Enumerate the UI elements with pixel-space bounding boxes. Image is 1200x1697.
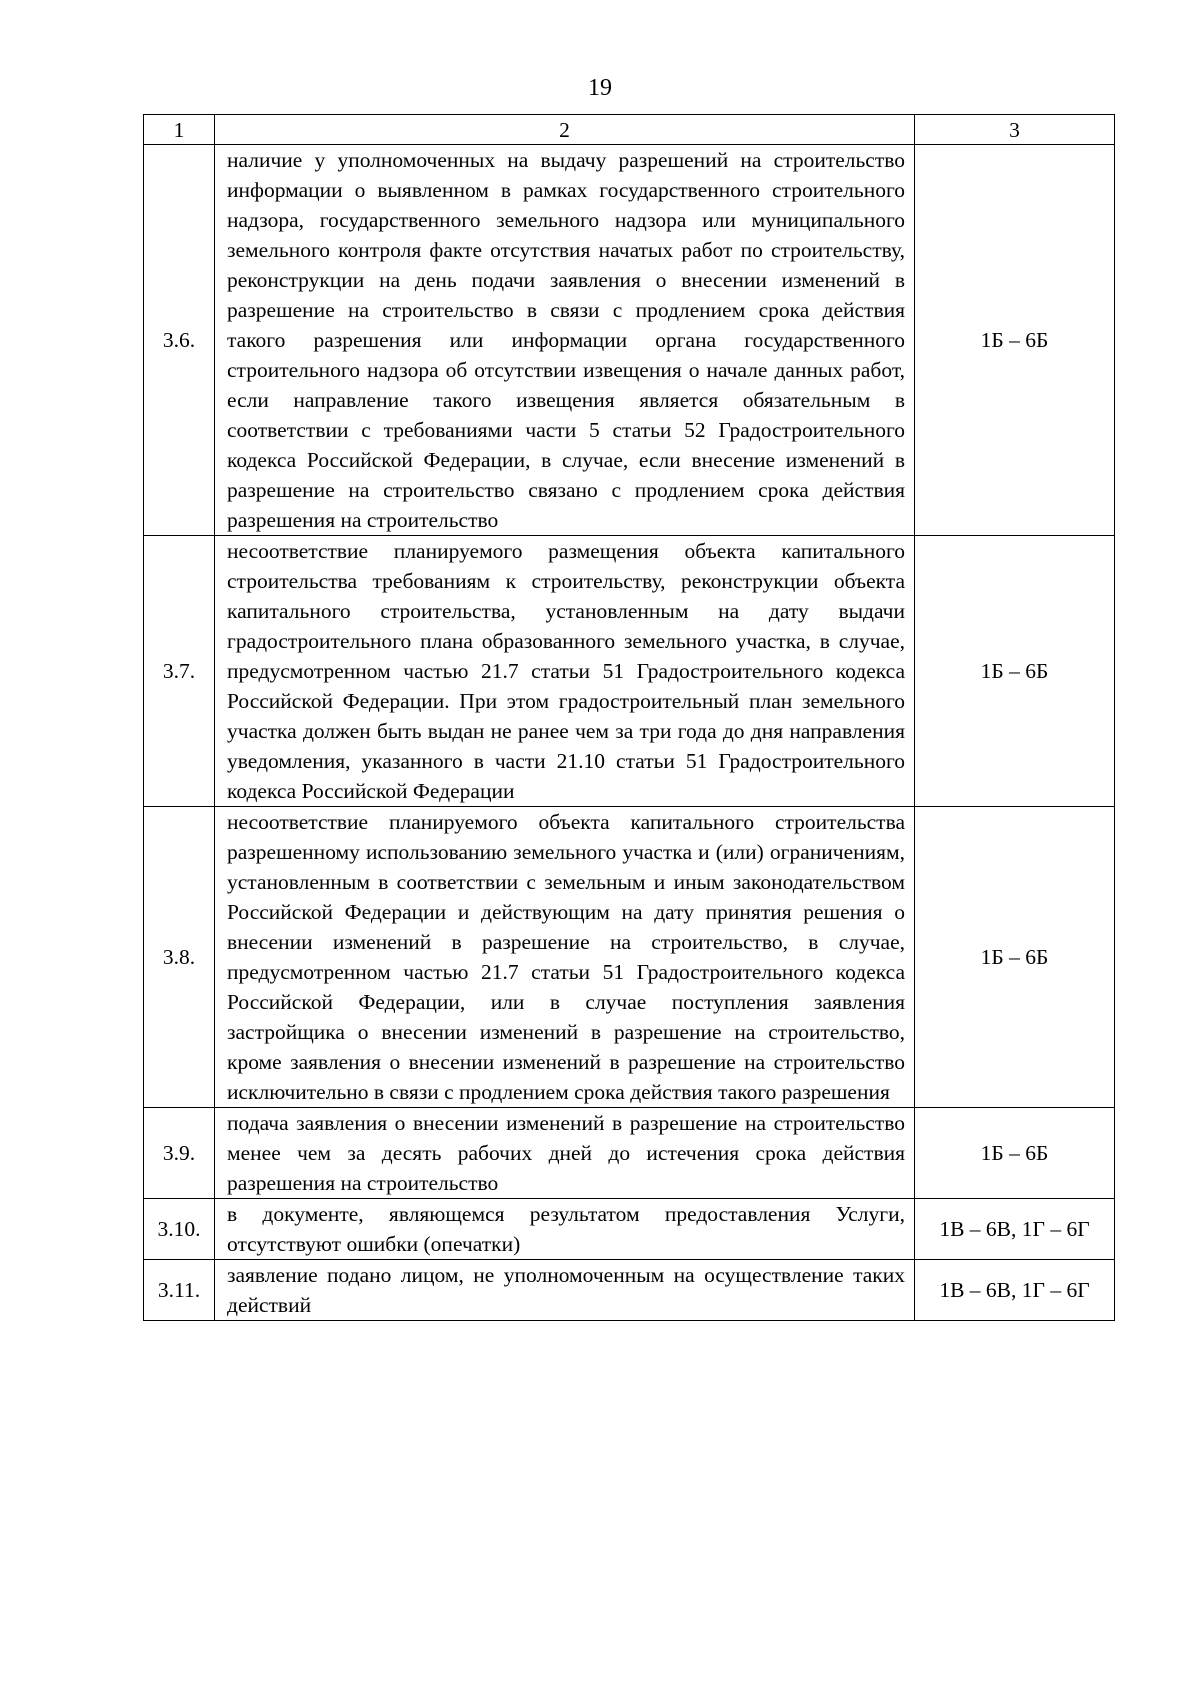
header-cell-1: 1 [144, 115, 215, 145]
table-row [144, 145, 1115, 536]
table-row [144, 807, 1115, 1108]
document-table [143, 114, 1115, 1321]
row-code: 1Б – 6Б [915, 536, 1115, 807]
row-number: 3.7. [144, 536, 215, 807]
row-number: 3.6. [144, 145, 215, 536]
table-row [144, 1260, 1115, 1321]
row-number: 3.11. [144, 1260, 215, 1321]
table-header-row [144, 115, 1115, 145]
row-text: наличие у уполномоченных на выдачу разрешений на строительство информации о выявленном в рамках государственного строительного надзора, государственного земельного надзора или муниципального земельного контроля факте отсутствия начатых работ по строительству, реконструкции на день подачи заявления о внесении изменений в разрешение на строительство в связи с продлением срока действия такого разрешения или информации органа государственного строительного надзора об отсутствии извещения о начале данных работ, если направление такого извещения является обязательным в соответствии с требованиями части 5 статьи 52 Градостроительного кодекса Российской Федерации, в случае, если внесение изменений в разрешение на строительство связано с продлением срока действия разрешения на строительство [215, 145, 915, 536]
row-code: 1В – 6В, 1Г – 6Г [915, 1199, 1115, 1260]
header-cell-2: 2 [215, 115, 915, 145]
row-text: в документе, являющемся результатом предоставления Услуги, отсутствуют ошибки (опечатки) [215, 1199, 915, 1260]
row-code: 1Б – 6Б [915, 145, 1115, 536]
page-number: 19 [588, 75, 612, 101]
row-number: 3.9. [144, 1108, 215, 1199]
table-row [144, 1199, 1115, 1260]
row-code: 1Б – 6Б [915, 1108, 1115, 1199]
row-text: заявление подано лицом, не уполномоченным на осуществление таких действий [215, 1260, 915, 1321]
row-code: 1Б – 6Б [915, 807, 1115, 1108]
header-cell-3: 3 [915, 115, 1115, 145]
row-code: 1В – 6В, 1Г – 6Г [915, 1260, 1115, 1321]
row-text: несоответствие планируемого размещения объекта капитального строительства требованиям к строительству, реконструкции объекта капитального строительства, установленным на дату выдачи градостроительного плана образованного земельного участка, в случае, предусмотренном частью 21.7 статьи 51 Градостроительного кодекса Российской Федерации. При этом градостроительный план земельного участка должен быть выдан не ранее чем за три года до дня направления уведомления, указанного в части 21.10 статьи 51 Градостроительного кодекса Российской Федерации [215, 536, 915, 807]
row-number: 3.10. [144, 1199, 215, 1260]
table-row [144, 1108, 1115, 1199]
row-text: подача заявления о внесении изменений в разрешение на строительство менее чем за десять рабочих дней до истечения срока действия разрешения на строительство [215, 1108, 915, 1199]
table-row [144, 536, 1115, 807]
row-text: несоответствие планируемого объекта капитального строительства разрешенному использованию земельного участка и (или) ограничениям, установленным в соответствии с земельным и иным законодательством Российской Федерации и действующим на дату принятия решения о внесении изменений в разрешение на строительство, в случае, предусмотренном частью 21.7 статьи 51 Градостроительного кодекса Российской Федерации, или в случае поступления заявления застройщика о внесении изменений в разрешение на строительство, кроме заявления о внесении изменений в разрешение на строительство исключительно в связи с продлением срока действия такого разрешения [215, 807, 915, 1108]
row-number: 3.8. [144, 807, 215, 1108]
